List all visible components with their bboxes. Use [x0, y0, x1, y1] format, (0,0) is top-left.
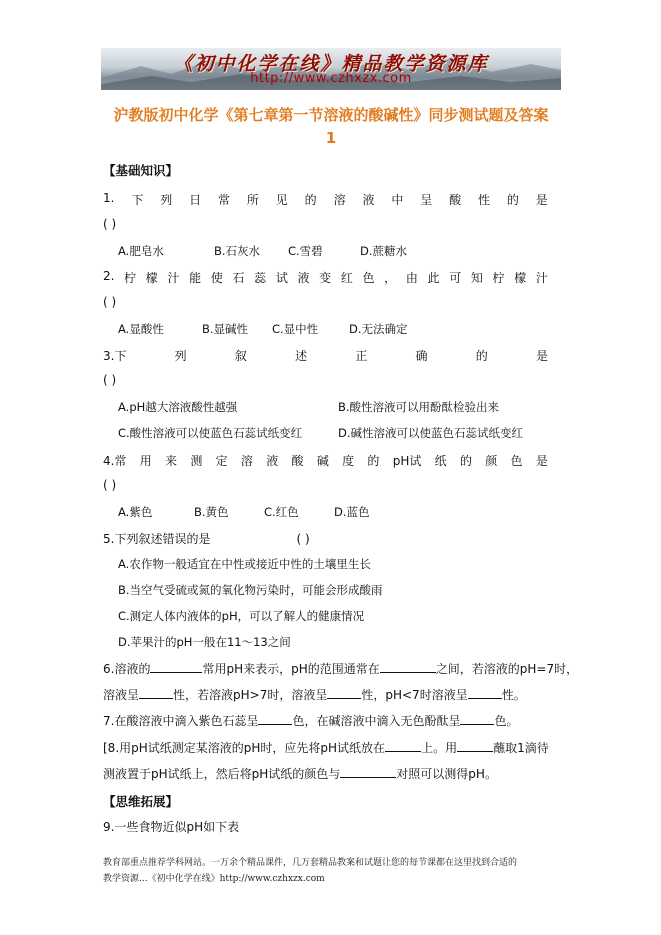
- q2-stem-char: 试: [275, 271, 288, 285]
- q8-text-1: [8.用pH试纸测定某溶液的pH时，应先将pH试纸放在: [103, 741, 386, 755]
- question-6-line-1: [103, 660, 578, 677]
- q2-stem-char: 2.: [103, 269, 115, 283]
- question-2-stem: [103, 269, 548, 286]
- q4-stem-char: 度: [342, 454, 355, 468]
- q2-stem-char: 蕊: [254, 271, 267, 285]
- header-banner: [101, 48, 561, 90]
- q3-stem-char: 的: [475, 349, 488, 363]
- q3-stem-char: 列: [174, 349, 187, 363]
- q4-stem-char: 色: [510, 454, 523, 468]
- blank[interactable]: [340, 765, 396, 778]
- q8-text-4: 测液置于pH试纸上，然后将pH试纸的颜色与: [103, 767, 341, 781]
- blank[interactable]: [460, 712, 494, 725]
- q8-text-2: 上。用: [421, 741, 458, 755]
- q4-stem-char: 来: [165, 454, 178, 468]
- q1-stem-char: 见: [275, 193, 288, 207]
- q4-stem-char: 的: [367, 454, 380, 468]
- q1-stem-char: 列: [160, 193, 173, 207]
- q4-stem-char: pH试: [392, 454, 422, 468]
- question-4-options: [118, 504, 370, 520]
- option-c: C.显中性: [272, 322, 319, 336]
- q4-stem-char: 是: [535, 454, 548, 468]
- question-8-line-1: [103, 739, 549, 756]
- q1-stem-char: 1.: [103, 191, 115, 205]
- q7-text-1: 7.在酸溶液中滴入紫色石蕊呈: [103, 714, 259, 728]
- q2-stem-char: 柠: [492, 271, 505, 285]
- option-d: D.蔗糖水: [360, 244, 408, 258]
- q2-stem-char: ，: [384, 271, 397, 285]
- q4-stem-char: 用: [139, 454, 152, 468]
- q2-stem-char: 汁: [167, 271, 180, 285]
- q4-stem-char: 颜: [485, 454, 498, 468]
- footer-ad: [103, 855, 563, 887]
- q3-stem-char: 确: [415, 349, 428, 363]
- question-1-stem: [103, 191, 548, 208]
- q2-stem-char: 红: [340, 271, 353, 285]
- q2-stem-char: 色: [362, 271, 375, 285]
- q6-text-7: 性。: [501, 688, 526, 702]
- q3-stem-char: 叙: [234, 349, 247, 363]
- q1-stem-char: 呈: [420, 193, 433, 207]
- question-2-answer-paren: ( ): [103, 295, 117, 309]
- question-1-options: [118, 243, 407, 259]
- q1-stem-char: 所: [246, 193, 259, 207]
- question-5-stem: [103, 530, 310, 547]
- question-4-stem: [103, 452, 548, 469]
- q4-stem-char: 纸: [434, 454, 447, 468]
- option-c: C.红色: [264, 505, 299, 519]
- title-line-2: 1: [325, 129, 337, 147]
- q1-stem-char: 性: [478, 193, 491, 207]
- q2-stem-char: 由: [405, 271, 418, 285]
- option-c: C.雪碧: [288, 244, 323, 258]
- question-5-text: 5.下列叙述错误的是: [103, 532, 211, 546]
- q2-stem-char: 能: [189, 271, 202, 285]
- q4-stem-char: 碱: [316, 454, 329, 468]
- question-8-line-2: [103, 765, 497, 782]
- q2-stem-char: 使: [210, 271, 223, 285]
- section-extend-heading: 【思维拓展】: [103, 794, 179, 809]
- option-d: D.无法确定: [349, 322, 408, 336]
- q1-stem-char: 的: [506, 193, 519, 207]
- blank[interactable]: [258, 712, 292, 725]
- question-5-option-c: C.测定人体内液体的pH，可以了解人的健康情况: [118, 609, 365, 623]
- question-3-option-c: C.酸性溶液可以使蓝色石蕊试纸变红: [118, 426, 303, 440]
- blank[interactable]: [457, 739, 493, 752]
- q7-text-2: 色，在碱溶液中滴入无色酚酞呈: [292, 714, 461, 728]
- q3-stem-char: 述: [295, 349, 308, 363]
- banner-url[interactable]: http://www.czhxzx.com: [250, 71, 412, 86]
- blank[interactable]: [327, 686, 361, 699]
- q1-stem-char: 日: [189, 193, 202, 207]
- q2-stem-char: 柠: [124, 271, 137, 285]
- question-7: [103, 712, 518, 729]
- q1-stem-char: 中: [391, 193, 404, 207]
- q2-stem-char: 液: [297, 271, 310, 285]
- q4-stem-char: 的: [459, 454, 472, 468]
- question-3-option-b: B.酸性溶液可以用酚酞检验出来: [338, 400, 500, 414]
- question-1-answer-paren: ( ): [103, 217, 117, 231]
- section-basic-heading: 【基础知识】: [103, 163, 179, 178]
- q1-stem-char: 常: [218, 193, 231, 207]
- blank[interactable]: [468, 686, 502, 699]
- option-b: B.石灰水: [214, 244, 261, 258]
- q7-text-3: 色。: [494, 714, 519, 728]
- q1-stem-char: 是: [535, 193, 548, 207]
- q1-stem-char: 酸: [449, 193, 462, 207]
- q2-stem-char: 知: [470, 271, 483, 285]
- question-4-answer-paren: ( ): [103, 478, 117, 492]
- question-3-answer-paren: ( ): [103, 373, 117, 387]
- q2-stem-char: 变: [319, 271, 332, 285]
- question-3-option-a: A.pH越大溶液酸性越强: [118, 400, 238, 414]
- option-d: D.蓝色: [334, 505, 370, 519]
- option-b: B.黄色: [194, 505, 229, 519]
- q4-stem-char: 4.常: [103, 454, 127, 468]
- q1-stem-char: 液: [362, 193, 375, 207]
- title-line-1: 沪教版初中化学《第七章第一节溶液的酸碱性》同步测试题及答案: [113, 106, 549, 124]
- question-3-stem: [103, 347, 548, 364]
- option-a: A.肥皂水: [118, 244, 164, 258]
- banner-title: 《初中化学在线》精品教学资源库: [173, 53, 489, 75]
- q1-stem-char: 的: [304, 193, 317, 207]
- footer-line-2[interactable]: 教学资源...《初中化学在线》http://www.czhxzx.com: [103, 874, 325, 884]
- question-6-line-2: [103, 686, 526, 703]
- option-a: A.显酸性: [118, 322, 164, 336]
- blank[interactable]: [139, 686, 173, 699]
- option-b: B.显碱性: [202, 322, 249, 336]
- q1-stem-char: 溶: [333, 193, 346, 207]
- q6-text-6: 性，pH<7时溶液呈: [361, 688, 468, 702]
- q2-stem-char: 檬: [514, 271, 527, 285]
- q2-stem-char: 可: [449, 271, 462, 285]
- blank[interactable]: [380, 660, 436, 673]
- q8-text-3: 蘸取1滴待: [493, 741, 549, 755]
- q4-stem-char: 测: [190, 454, 203, 468]
- question-2-options: [118, 321, 408, 337]
- q4-stem-char: 液: [266, 454, 279, 468]
- question-5-answer-paren: ( ): [296, 532, 310, 546]
- q6-text-1: 6.溶液的: [103, 662, 151, 676]
- blank[interactable]: [150, 660, 202, 673]
- question-5-option-a: A.农作物一般适宜在中性或接近中性的土壤里生长: [118, 557, 371, 571]
- q2-stem-char: 石: [232, 271, 245, 285]
- q6-text-3: 之间，若溶液的pH=7时，: [435, 662, 579, 676]
- q3-stem-char: 是: [535, 349, 548, 363]
- q8-text-5: 对照可以测得pH。: [396, 767, 497, 781]
- q2-stem-char: 汁: [535, 271, 548, 285]
- q4-stem-char: 酸: [291, 454, 304, 468]
- question-5-option-d: D.苹果汁的pH一般在11～13之间: [118, 635, 291, 649]
- document-title: [100, 104, 562, 150]
- q2-stem-char: 檬: [145, 271, 158, 285]
- q6-text-4: 溶液呈: [103, 688, 140, 702]
- q2-stem-char: 此: [427, 271, 440, 285]
- q6-text-2: 常用pH来表示，pH的范围通常在: [202, 662, 380, 676]
- q3-stem-char: 正: [355, 349, 368, 363]
- question-9-stem: 9.一些食物近似pH如下表: [103, 820, 240, 834]
- blank[interactable]: [385, 739, 421, 752]
- question-3-option-d: D.碱性溶液可以使蓝色石蕊试纸变红: [338, 426, 524, 440]
- q4-stem-char: 溶: [240, 454, 253, 468]
- q3-stem-char: 3.下: [103, 349, 127, 363]
- question-5-option-b: B.当空气受硫或氮的氧化物污染时，可能会形成酸雨: [118, 583, 383, 597]
- q6-text-5: 性，若溶液pH>7时，溶液呈: [173, 688, 328, 702]
- q4-stem-char: 定: [215, 454, 228, 468]
- footer-line-1: 教育部重点推荐学科网站。一万余个精品课件，几万套精品教案和试题让您的每节课都在这里找到合适的: [103, 858, 518, 868]
- q1-stem-char: 下: [131, 193, 144, 207]
- option-a: A.紫色: [118, 505, 153, 519]
